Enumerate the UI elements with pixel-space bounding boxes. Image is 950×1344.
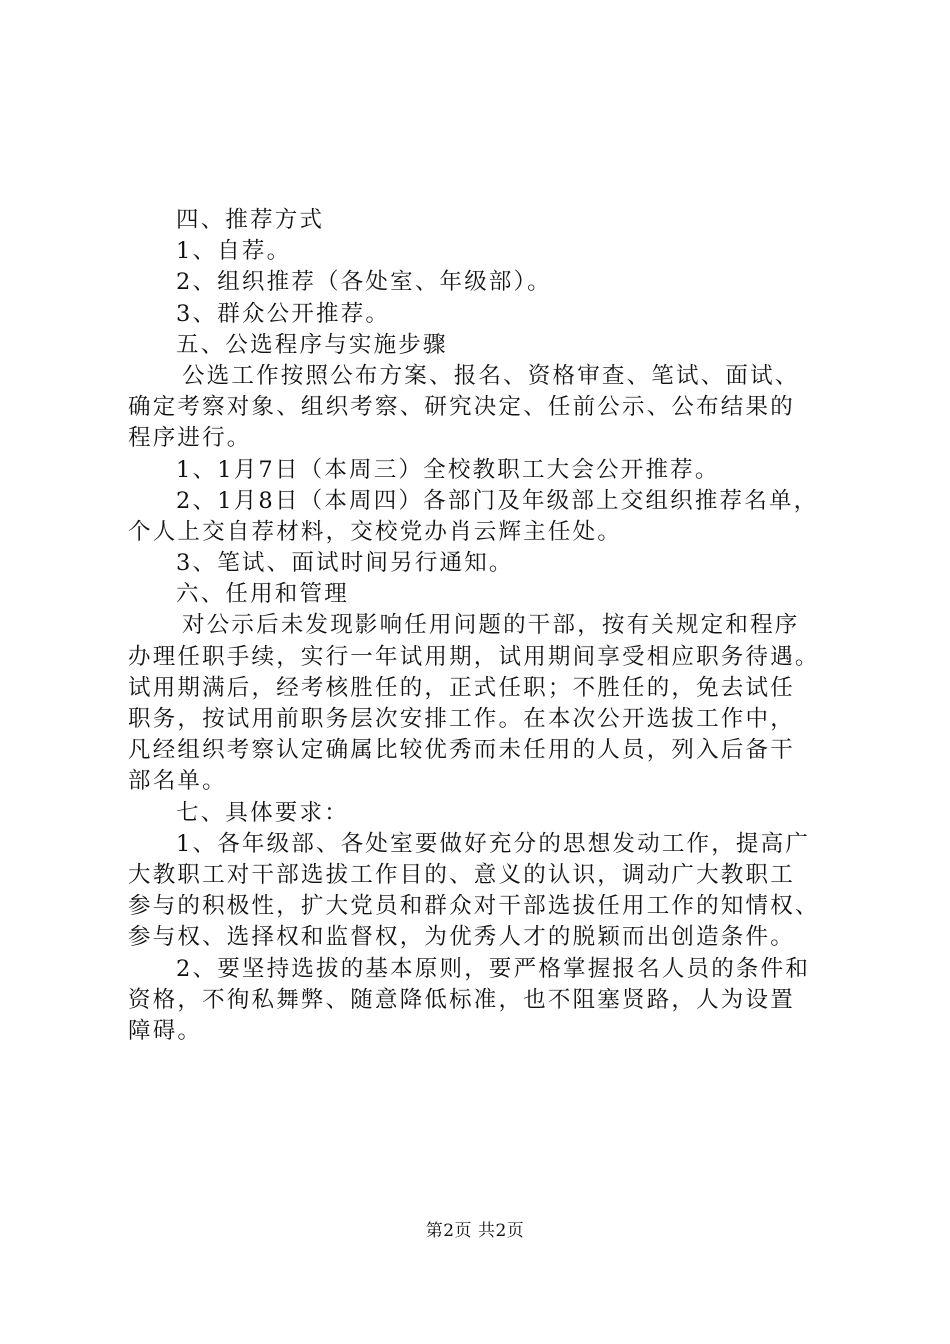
- paragraph-line: 职务，按试用前职务层次安排工作。在本次公开选拔工作中，: [128, 706, 795, 732]
- paragraph-line: 确定考察对象、组织考察、研究决定、任前公示、公布结果的: [128, 394, 795, 421]
- paragraph-line: 凡经组织考察认定确属比较优秀而未任用的人员，列入后备干: [128, 737, 795, 764]
- paragraph-line: 1、1月7日（本周三）全校教职工大会公开推荐。: [176, 456, 720, 483]
- paragraph-line: 3、笔试、面试时间另行通知。: [176, 550, 514, 577]
- paragraph-line: 2、要坚持选拔的基本原则，要严格掌握报名人员的条件和: [176, 955, 811, 982]
- paragraph-line: 对公示后未发现影响任用问题的干部，按有关规定和程序: [182, 612, 800, 639]
- section-heading-specific-requirements: 七、具体要求：: [176, 799, 349, 826]
- paragraph-line: 1、各年级部、各处室要做好充分的思想发动工作，提高广: [176, 830, 811, 857]
- paragraph-line: 资格，不徇私舞弊、随意降低标准，也不阻塞贤路，人为设置: [128, 986, 795, 1013]
- section-heading-recommendation-methods: 四、推荐方式: [176, 207, 325, 233]
- paragraph-line: 2、组织推荐（各处室、年级部）。: [176, 269, 552, 296]
- paragraph-line: 障碍。: [128, 1017, 203, 1044]
- paragraph-line: 3、群众公开推荐。: [176, 300, 391, 327]
- paragraph-line: 程序进行。: [128, 425, 252, 452]
- paragraph-line: 1、自荐。: [176, 238, 292, 265]
- page-footer: [0, 1216, 950, 1241]
- paragraph-line: 部名单。: [128, 768, 227, 795]
- page-number: 第2页 共2页: [425, 1221, 525, 1241]
- paragraph-line: 个人上交自荐材料，交校党办肖云辉主任处。: [128, 518, 623, 545]
- paragraph-line: 试用期满后，经考核胜任的，正式任职；不胜任的，免去试任: [128, 674, 795, 701]
- paragraph-line: 参与权、选择权和监督权，为优秀人才的脱颖而出创造条件。: [128, 924, 795, 951]
- section-heading-selection-procedure: 五、公选程序与实施步骤: [176, 331, 448, 358]
- document-body: [128, 205, 838, 1047]
- paragraph-line: 2、1月8日（本周四）各部门及年级部上交组织推荐名单，: [176, 487, 819, 514]
- paragraph-line: 公选工作按照公布方案、报名、资格审查、笔试、面试、: [182, 362, 800, 389]
- section-heading-appointment-management: 六、任用和管理: [176, 581, 349, 608]
- paragraph-line: 大教职工对干部选拔工作目的、意义的认识，调动广大教职工: [128, 861, 795, 888]
- paragraph-line: 办理任职手续，实行一年试用期，试用期间享受相应职务待遇。: [128, 643, 820, 670]
- paragraph-line: 参与的积极性，扩大党员和群众对干部选拔任用工作的知情权、: [128, 893, 820, 920]
